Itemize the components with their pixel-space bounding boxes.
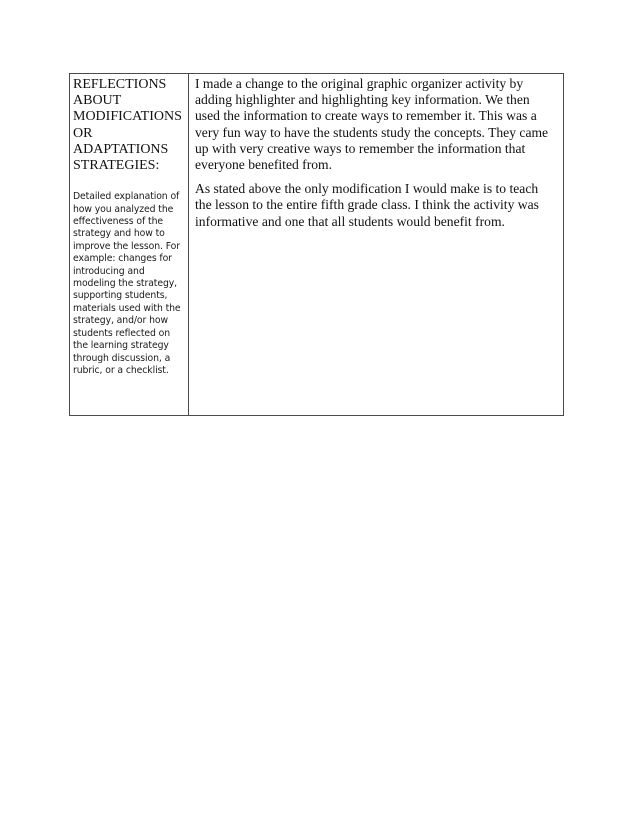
reflection-table (69, 73, 564, 416)
response-paragraph: I made a change to the original graphic organizer activity by adding highlighter and highlighting key information. We then used the information to create ways to remember it. This was a very fun way to have the students study the concepts. They came up with very creative ways to remember the information that everyone benefited from. (195, 76, 549, 173)
prompt-cell-content (70, 74, 188, 377)
heading-line: STRATEGIES: (73, 158, 160, 174)
heading-line: ADAPTATIONS (73, 141, 169, 157)
response-cell (189, 74, 564, 416)
reflection-row (70, 74, 564, 416)
heading-line: OR (73, 125, 93, 141)
guidance-text: Detailed explanation of how you analyzed the effectiveness of the strategy and how to improve the lesson. For example: changes for introducing and modeling the strategy, supporting students, materials used with the strategy, and/or how students reflected on the learning strategy through discussion, a rubric, or a checklist. (73, 191, 181, 376)
heading-line: ABOUT (73, 93, 122, 109)
section-heading (73, 76, 184, 174)
response-paragraph: As stated above the only modification I would make is to teach the lesson to the entire fifth grade class. I think the activity was informative and one that all students would benefit from. (195, 181, 539, 229)
response-cell-content (189, 74, 563, 230)
heading-line: REFLECTIONS (73, 77, 167, 92)
heading-line: MODIFICATIONS (73, 109, 182, 125)
prompt-cell (70, 74, 189, 416)
